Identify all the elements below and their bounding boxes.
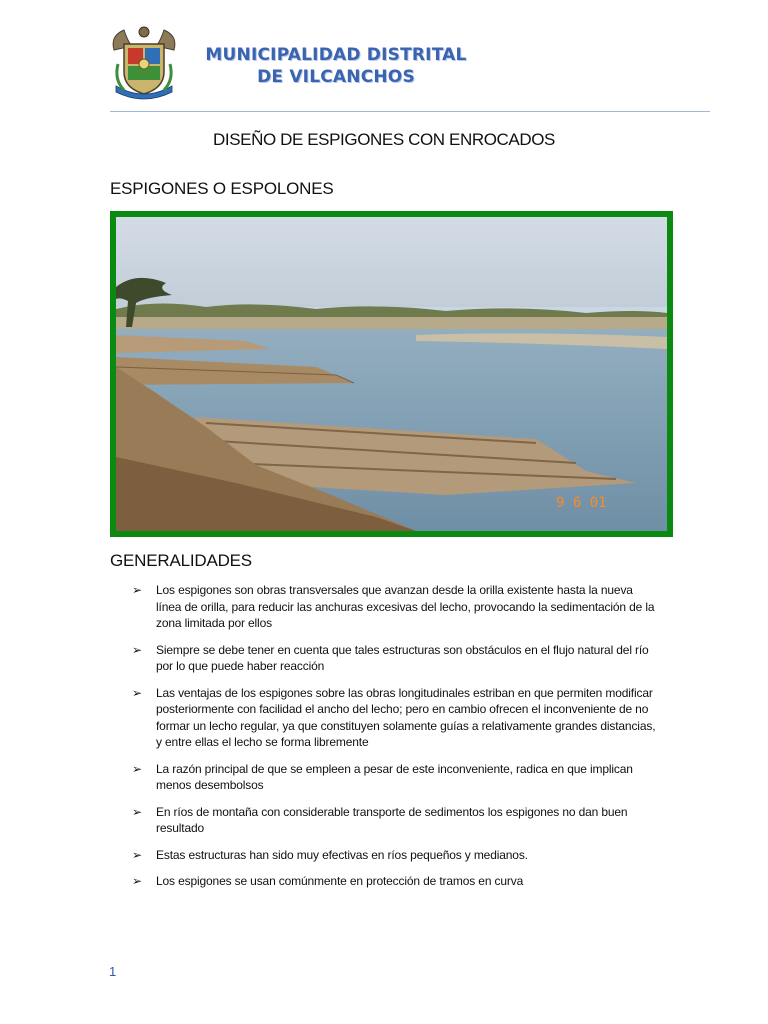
page-number: 1 [109, 964, 117, 979]
list-item-text: Estas estructuras han sido muy efectivas en ríos pequeños y medianos. [156, 847, 528, 862]
list-item [130, 804, 660, 837]
list-item-text: La razón principal de que se empleen a pesar de este inconveniente, radica en que implican menos desembolsos [156, 761, 633, 792]
section-heading-generalidades: GENERALIDADES [110, 551, 252, 570]
coat-of-arms-icon [110, 24, 178, 102]
arrow-bullet-icon: ➢ [132, 874, 142, 888]
list-item-text: En ríos de montaña con considerable transporte de sedimentos los espigones no dan buen resultado [156, 804, 628, 835]
section-heading-espigones: ESPIGONES O ESPOLONES [110, 179, 334, 198]
municipality-name [186, 44, 486, 88]
arrow-bullet-icon: ➢ [132, 804, 142, 819]
river-groynes-photo [110, 211, 673, 537]
list-item [130, 642, 660, 675]
generalidades-list [130, 582, 660, 900]
list-item-text: Los espigones se usan comúnmente en protección de tramos en curva [156, 874, 524, 888]
arrow-bullet-icon: ➢ [132, 642, 142, 657]
list-item [130, 847, 660, 864]
org-line-2: DE VILCANCHOS [257, 67, 415, 87]
list-item-text: Los espigones son obras transversales que avanzan desde la orilla existente hasta la nueva línea de orilla, para reducir las anchuras excesivas del lecho, provocando la sedimentación de la zona limitada por ellos [156, 583, 655, 630]
list-item [130, 761, 660, 794]
photo-date-stamp: 9 6 01 [556, 495, 607, 511]
org-line-1: MUNICIPALIDAD DISTRITAL [205, 45, 467, 65]
list-item-text: Las ventajas de los espigones sobre las obras longitudinales estriban en que permiten modificar posteriormente con facilidad el ancho del lecho; pero en cambio ofrecen el inconveniente de no formar un lecho regular, ya que constituyen solamente guías a relativamente grandes distancias, y entre ellas el lecho se forma libremente [156, 685, 656, 749]
arrow-bullet-icon: ➢ [132, 583, 142, 597]
list-item [130, 685, 660, 751]
list-item [130, 873, 660, 890]
document-title: DISEÑO DE ESPIGONES CON ENROCADOS [213, 130, 555, 149]
list-item-text: Siempre se debe tener en cuenta que tales estructuras son obstáculos en el flujo natural del río por lo que puede haber reacción [156, 642, 649, 673]
arrow-bullet-icon: ➢ [132, 761, 142, 776]
arrow-bullet-icon: ➢ [132, 847, 142, 862]
arrow-bullet-icon: ➢ [132, 685, 142, 700]
list-item [130, 582, 660, 632]
header-divider [110, 111, 710, 112]
